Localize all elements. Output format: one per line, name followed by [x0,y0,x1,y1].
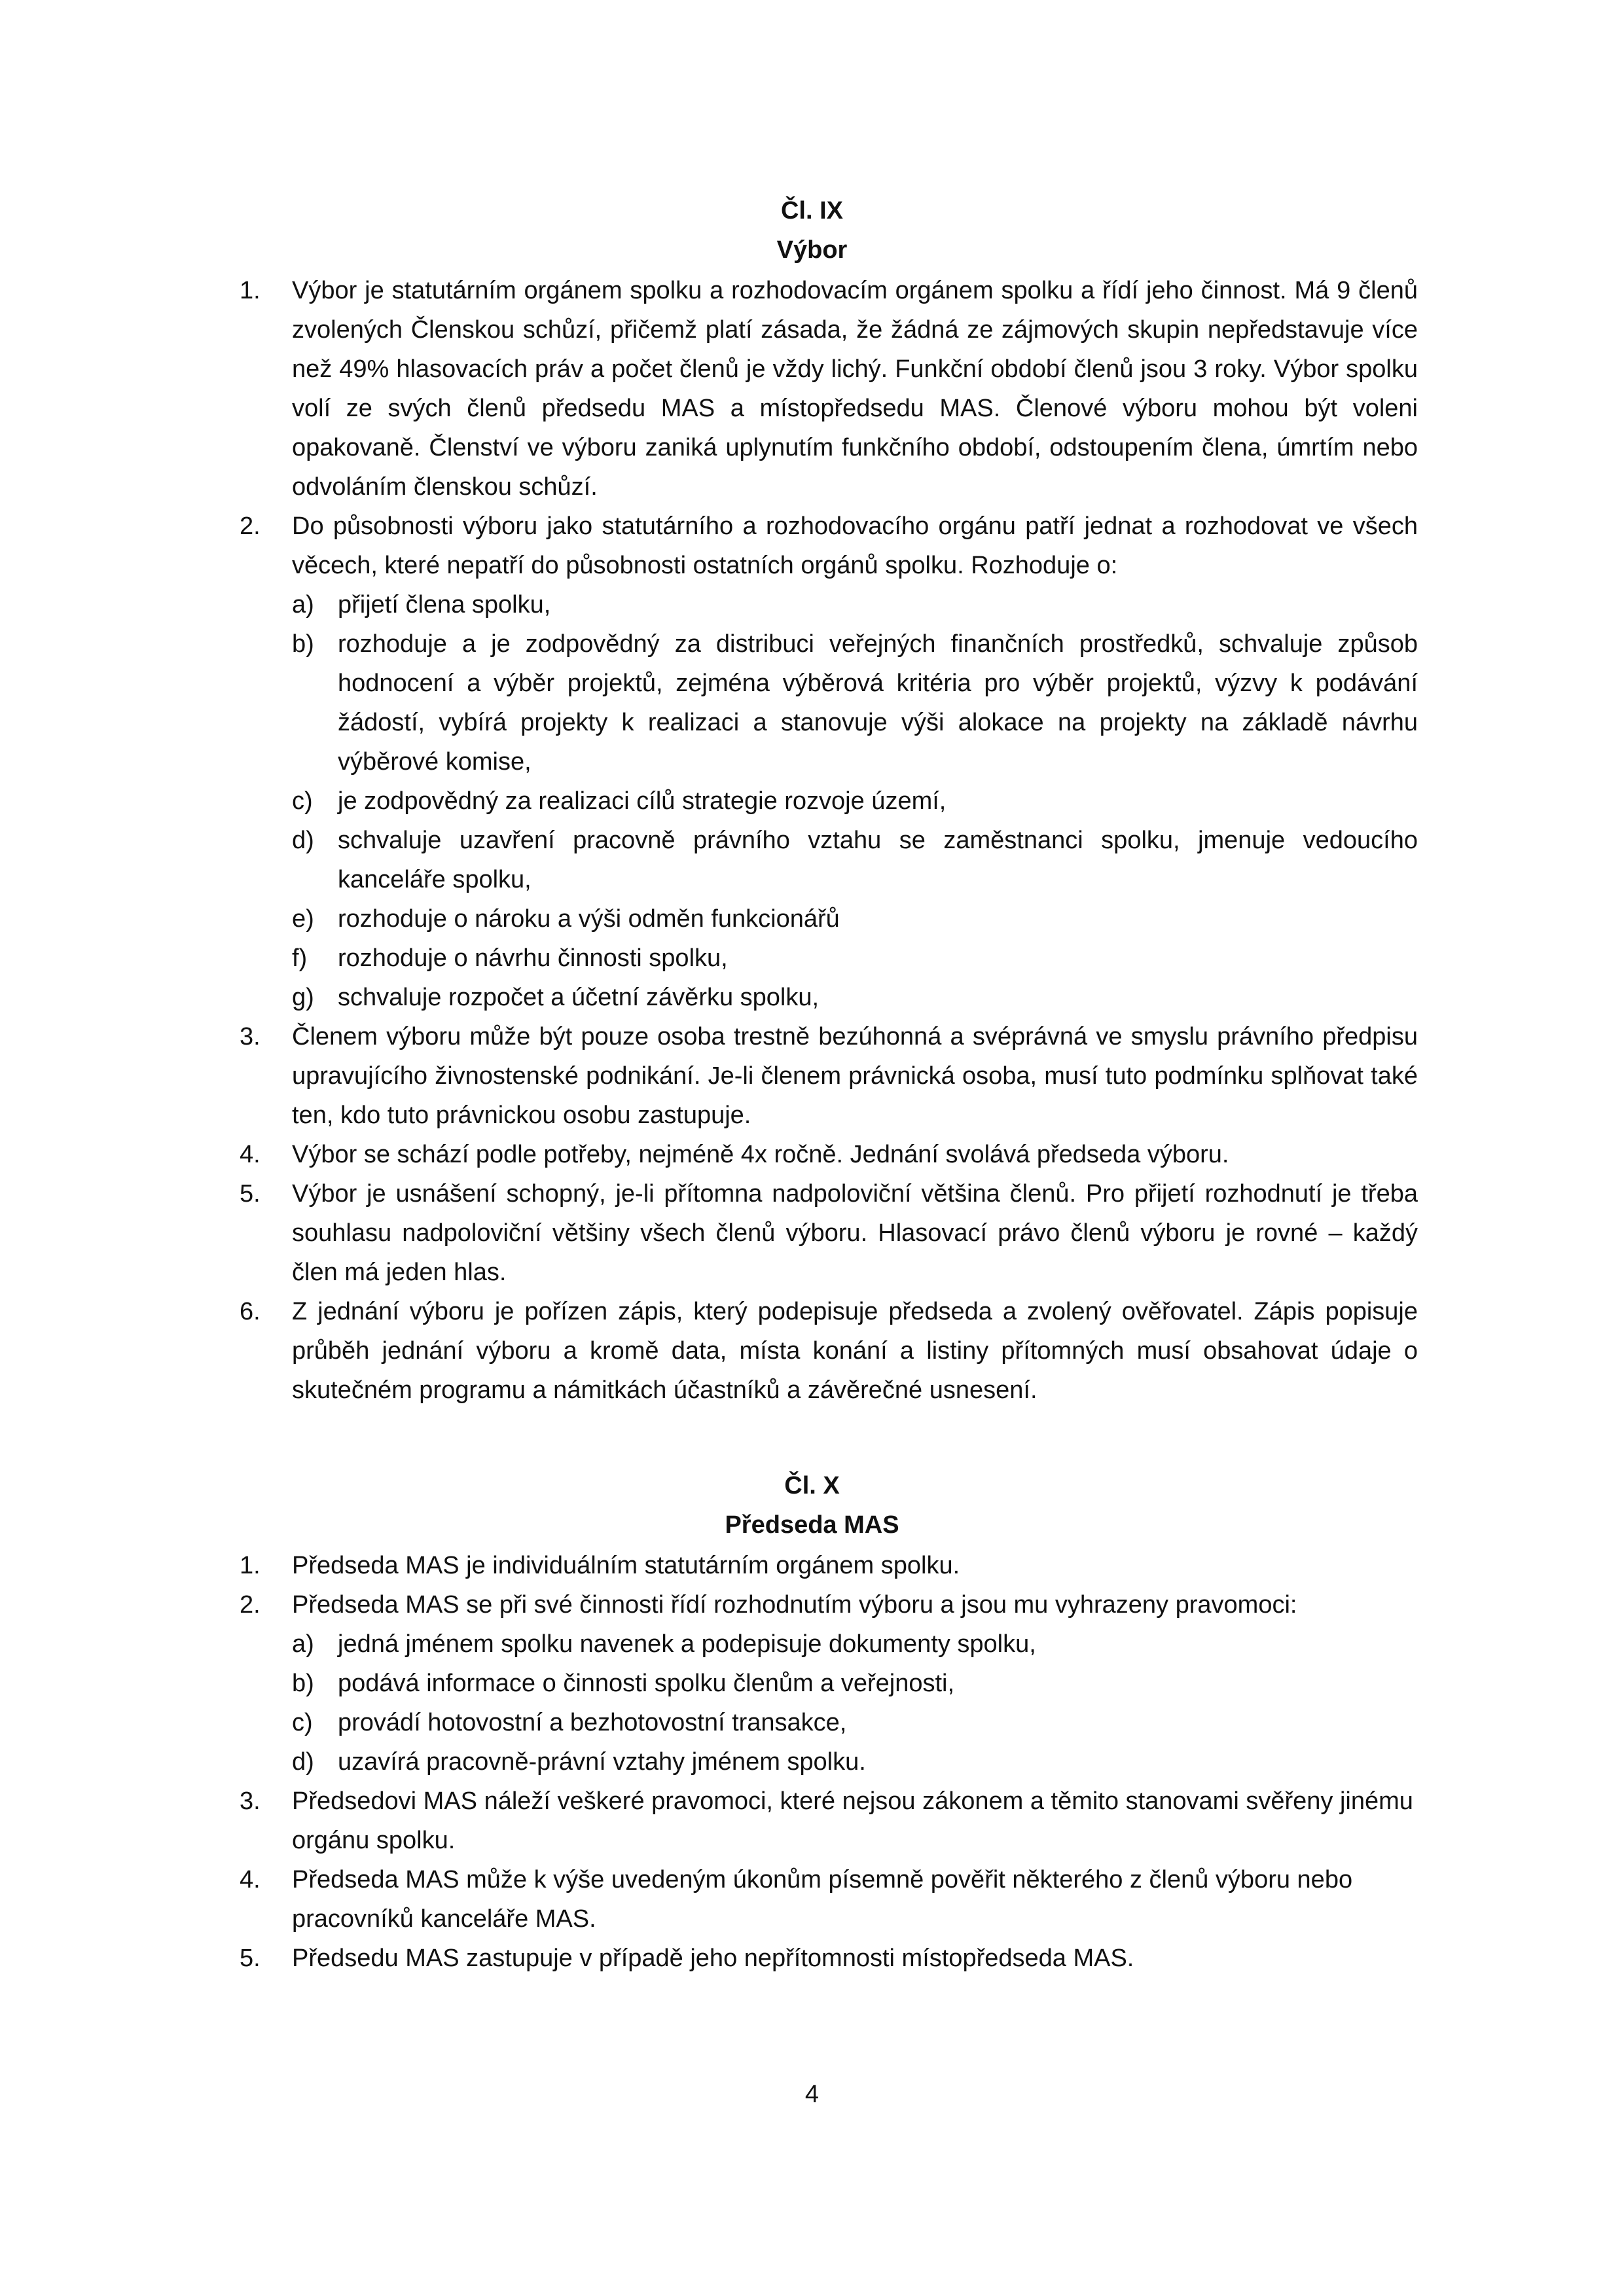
sub-item-text: schvaluje uzavření pracovně právního vztahu se zaměstnanci spolku, jmenuje vedoucího kanceláře spolku, [338,827,1418,893]
sub-item-letter: c) [292,1709,313,1736]
sub-item-letter: a) [292,591,314,619]
sub-list-item [0,781,1624,821]
list-item [0,1292,1624,1410]
list-item [0,1939,1624,1978]
sub-list [0,1624,1624,1782]
sub-item-letter: c) [292,787,313,815]
item-text: Předsedovi MAS náleží veškeré pravomoci, které nejsou zákonem a těmito stanovami svěřeny jinému orgánu spolku. [292,1787,1413,1854]
item-text: Členem výboru může být pouze osoba trestně bezúhonná a svéprávná ve smyslu právního předpisu upravujícího živnostenské podnikání. Je-li členem právnická osoba, musí tuto podmínku splňovat také ten, kdo tuto právnickou osobu zastupuje. [292,1023,1418,1129]
sub-item-text: rozhoduje a je zodpovědný za distribuci veřejných finančních prostředků, schvaluje způsob hodnocení a výběr projektů, zejména výběrová kritéria pro výběr projektů, výzvy k podávání žádostí, vybírá projekty k realizaci a stanovuje výši alokace na projekty na základě návrhu výběrové komise, [338,630,1418,776]
sub-item-letter: b) [292,1670,314,1697]
sub-item-text: uzavírá pracovně-právní vztahy jménem spolku. [338,1748,866,1776]
list-item [0,1782,1624,1860]
item-number: 1. [240,1552,261,1579]
item-text: Výbor se schází podle potřeby, nejméně 4x ročně. Jednání svolává předseda výboru. [292,1141,1229,1168]
sub-item-text: schvaluje rozpočet a účetní závěrku spolku, [338,984,820,1011]
sub-item-text: přijetí člena spolku, [338,591,551,619]
sub-list-item [0,1624,1624,1664]
item-text: Do působnosti výboru jako statutárního a rozhodovacího orgánu patří jednat a rozhodovat ve všech věcech, které nepatří do působnosti ostatních orgánů spolku. Rozhoduje o: [292,512,1418,579]
item-number: 4. [240,1866,261,1893]
sub-list-item [0,585,1624,624]
item-text: Z jednání výboru je pořízen zápis, který podepisuje předseda a zvolený ověřovatel. Zápis popisuje průběh jednání výboru a kromě data, místa konání a listiny přítomných musí obsahovat údaje o skutečném programu a námitkách účastníků a závěrečné usnesení. [292,1298,1418,1404]
article-x-list [0,1546,1624,1978]
article-x-heading [0,1466,1624,1545]
list-item [0,1174,1624,1292]
item-text: Výbor je usnášení schopný, je-li přítomna nadpoloviční většina členů. Pro přijetí rozhodnutí je třeba souhlasu nadpoloviční většiny všech členů výboru. Hlasovací právo členů výboru je rovné – každý člen má jeden hlas. [292,1180,1418,1286]
sub-list-item [0,978,1624,1017]
list-item [0,1585,1624,1782]
item-text: Výbor je statutárním orgánem spolku a rozhodovacím orgánem spolku a řídí jeho činnost. Má 9 členů zvolených Členskou schůzí, přičemž platí zásada, že žádná ze zájmových skupin nepředstavuje více než 49% hlasovacích práv a počet členů je vždy lichý. Funkční období členů jsou 3 roky. Výbor spolku volí ze svých členů předsedu MAS a místopředsedu MAS. Členové výboru mohou být voleni opakovaně. Členství ve výboru zaniká uplynutím funkčního období, odstoupením člena, úmrtím nebo odvoláním členskou schůzí. [292,277,1418,501]
sub-item-letter: a) [292,1630,314,1658]
item-number: 3. [240,1787,261,1815]
article-ix-list [0,271,1624,1410]
item-text: Předsedu MAS zastupuje v případě jeho nepřítomnosti místopředseda MAS. [292,1945,1134,1972]
item-text: Předseda MAS je individuálním statutárním orgánem spolku. [292,1552,960,1579]
list-item [0,507,1624,1017]
article-ix-heading [0,191,1624,270]
sub-item-text: podává informace o činnosti spolku členům a veřejnosti, [338,1670,955,1697]
item-number: 6. [240,1298,261,1325]
article-x-title: Předseda MAS [725,1511,899,1539]
sub-list-item [0,624,1624,781]
item-number: 1. [240,277,261,304]
item-number: 5. [240,1945,261,1972]
sub-list-item [0,1664,1624,1703]
sub-list-item [0,821,1624,899]
sub-item-letter: d) [292,827,314,854]
sub-item-letter: d) [292,1748,314,1776]
sub-list-item [0,939,1624,978]
item-number: 3. [240,1023,261,1050]
sub-list-item [0,899,1624,939]
sub-list [0,585,1624,1017]
sub-list-item [0,1703,1624,1742]
article-ix-title: Výbor [776,236,848,264]
sub-list-item [0,1742,1624,1782]
list-item [0,1135,1624,1174]
item-text: Předseda MAS může k výše uvedeným úkonům písemně pověřit některého z členů výboru nebo pracovníků kanceláře MAS. [292,1866,1353,1933]
list-item [0,1546,1624,1585]
sub-item-letter: e) [292,905,314,933]
item-number: 4. [240,1141,261,1168]
sub-item-letter: b) [292,630,314,658]
article-x-number: Čl. X [784,1472,840,1499]
sub-item-text: je zodpovědný za realizaci cílů strategie rozvoje území, [338,787,947,815]
item-text: Předseda MAS se při své činnosti řídí rozhodnutím výboru a jsou mu vyhrazeny pravomoci: [292,1591,1297,1619]
article-ix-number: Čl. IX [780,197,844,224]
sub-item-text: rozhoduje o nároku a výši odměn funkcionářů [338,905,840,933]
item-number: 5. [240,1180,261,1208]
list-item [0,271,1624,507]
page-number: 4 [804,2081,820,2108]
item-number: 2. [240,1591,261,1619]
item-number: 2. [240,512,261,540]
list-item [0,1860,1624,1939]
sub-item-text: rozhoduje o návrhu činnosti spolku, [338,944,728,972]
sub-item-text: provádí hotovostní a bezhotovostní transakce, [338,1709,847,1736]
sub-item-text: jedná jménem spolku navenek a podepisuje dokumenty spolku, [338,1630,1036,1658]
sub-item-letter: g) [292,984,314,1011]
sub-item-letter: f) [292,944,308,972]
list-item [0,1017,1624,1135]
